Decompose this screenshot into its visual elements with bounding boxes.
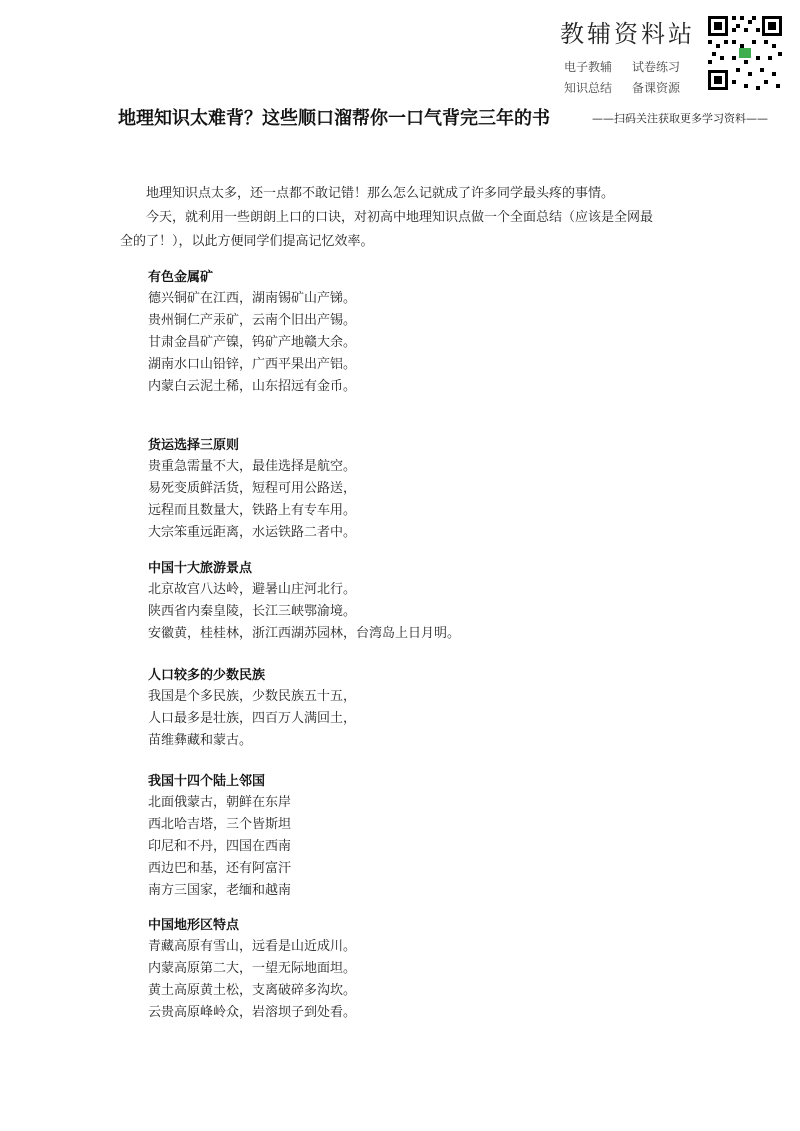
verse-line: 陕西省内秦皇陵，长江三峡鄂渝境。 <box>148 604 357 619</box>
section-heading: 有色金属矿 <box>148 270 214 285</box>
section-heading: 货运选择三原则 <box>148 438 240 453</box>
nav-link-exercises[interactable]: 试卷练习 <box>632 60 681 74</box>
intro-paragraph: 地理知识点太多，还一点都不敢记错！那么怎么记就成了许多同学最头疼的事情。 <box>146 186 615 201</box>
verse-line: 人口最多是壮族，四百万人满回土， <box>148 711 357 726</box>
verse-line: 北京故宫八达岭，避暑山庄河北行。 <box>148 582 357 597</box>
section-heading: 中国十大旅游景点 <box>148 561 253 576</box>
nav-link-resources[interactable]: 备课资源 <box>632 81 681 95</box>
section-land-neighbors <box>148 770 291 902</box>
verse-line: 贵州铜仁产汞矿，云南个旧出产锡。 <box>148 313 357 328</box>
verse-line: 大宗笨重远距离，水运铁路二者中。 <box>148 525 357 540</box>
header-nav <box>564 58 700 96</box>
section-heading: 中国地形区特点 <box>148 918 240 933</box>
qr-finder-top-right <box>762 16 782 36</box>
brand-title: 教辅资料站 <box>560 20 695 48</box>
verse-line: 云贵高原峰岭众，岩溶坝子到处看。 <box>148 1005 357 1020</box>
qr-finder-top-left <box>708 16 728 36</box>
promo-banner: ——扫码关注获取更多学习资料—— <box>592 112 768 125</box>
intro <box>120 182 660 254</box>
verse-line: 甘肃金昌矿产镍，钨矿产地赣大余。 <box>148 335 357 350</box>
nav-link-knowledge[interactable]: 知识总结 <box>564 81 613 95</box>
section-ethnic-minorities <box>148 664 356 752</box>
section-terrain-features <box>148 914 356 1024</box>
section-nonferrous-mines <box>148 266 356 398</box>
verse-line: 北面俄蒙古，朝鲜在东岸 <box>148 795 292 810</box>
qr-code-icon <box>706 14 784 92</box>
qr-center-logo <box>739 48 751 58</box>
verse-line: 贵重急需量不大，最佳选择是航空。 <box>148 459 357 474</box>
intro-paragraph: 今天，就利用一些朗朗上口的口诀，对初高中地理知识点做一个全面总结（应该是全网最全的了！），以此方便同学们提高记忆效率。 <box>120 210 654 249</box>
verse-line: 易死变质鲜活货，短程可用公路送， <box>148 481 357 496</box>
section-heading: 我国十四个陆上邻国 <box>148 774 266 789</box>
verse-line: 德兴铜矿在江西，湖南锡矿山产锑。 <box>148 291 357 306</box>
verse-line: 印尼和不丹，四国在西南 <box>148 839 292 854</box>
verse-line: 西北哈吉塔，三个皆斯坦 <box>148 817 292 832</box>
qr-finder-bottom-left <box>708 70 728 90</box>
verse-line: 湖南水口山铅锌，广西平果出产铝。 <box>148 357 357 372</box>
nav-link-ebooks[interactable]: 电子教辅 <box>564 60 613 74</box>
verse-line: 内蒙高原第二大，一望无际地面坦。 <box>148 961 357 976</box>
verse-line: 南方三国家，老缅和越南 <box>148 883 292 898</box>
page-title: 地理知识太难背？这些顺口溜帮你一口气背完三年的书 <box>118 108 550 129</box>
section-freight-principles <box>148 434 356 544</box>
section-heading: 人口较多的少数民族 <box>148 668 266 683</box>
verse-line: 安徽黄，桂桂林，浙江西湖苏园林，台湾岛上日月明。 <box>148 626 461 641</box>
verse-line: 内蒙白云泥土稀，山东招远有金币。 <box>148 379 357 394</box>
verse-line: 苗维彝藏和蒙古。 <box>148 733 253 748</box>
verse-line: 西边巴和基，还有阿富汗 <box>148 861 292 876</box>
verse-line: 青藏高原有雪山，远看是山近成川。 <box>148 939 357 954</box>
verse-line: 我国是个多民族，少数民族五十五， <box>148 689 357 704</box>
section-tourist-sites <box>148 557 460 645</box>
verse-line: 黄土高原黄土松，支离破碎多沟坎。 <box>148 983 357 998</box>
verse-line: 远程而且数量大，铁路上有专车用。 <box>148 503 357 518</box>
